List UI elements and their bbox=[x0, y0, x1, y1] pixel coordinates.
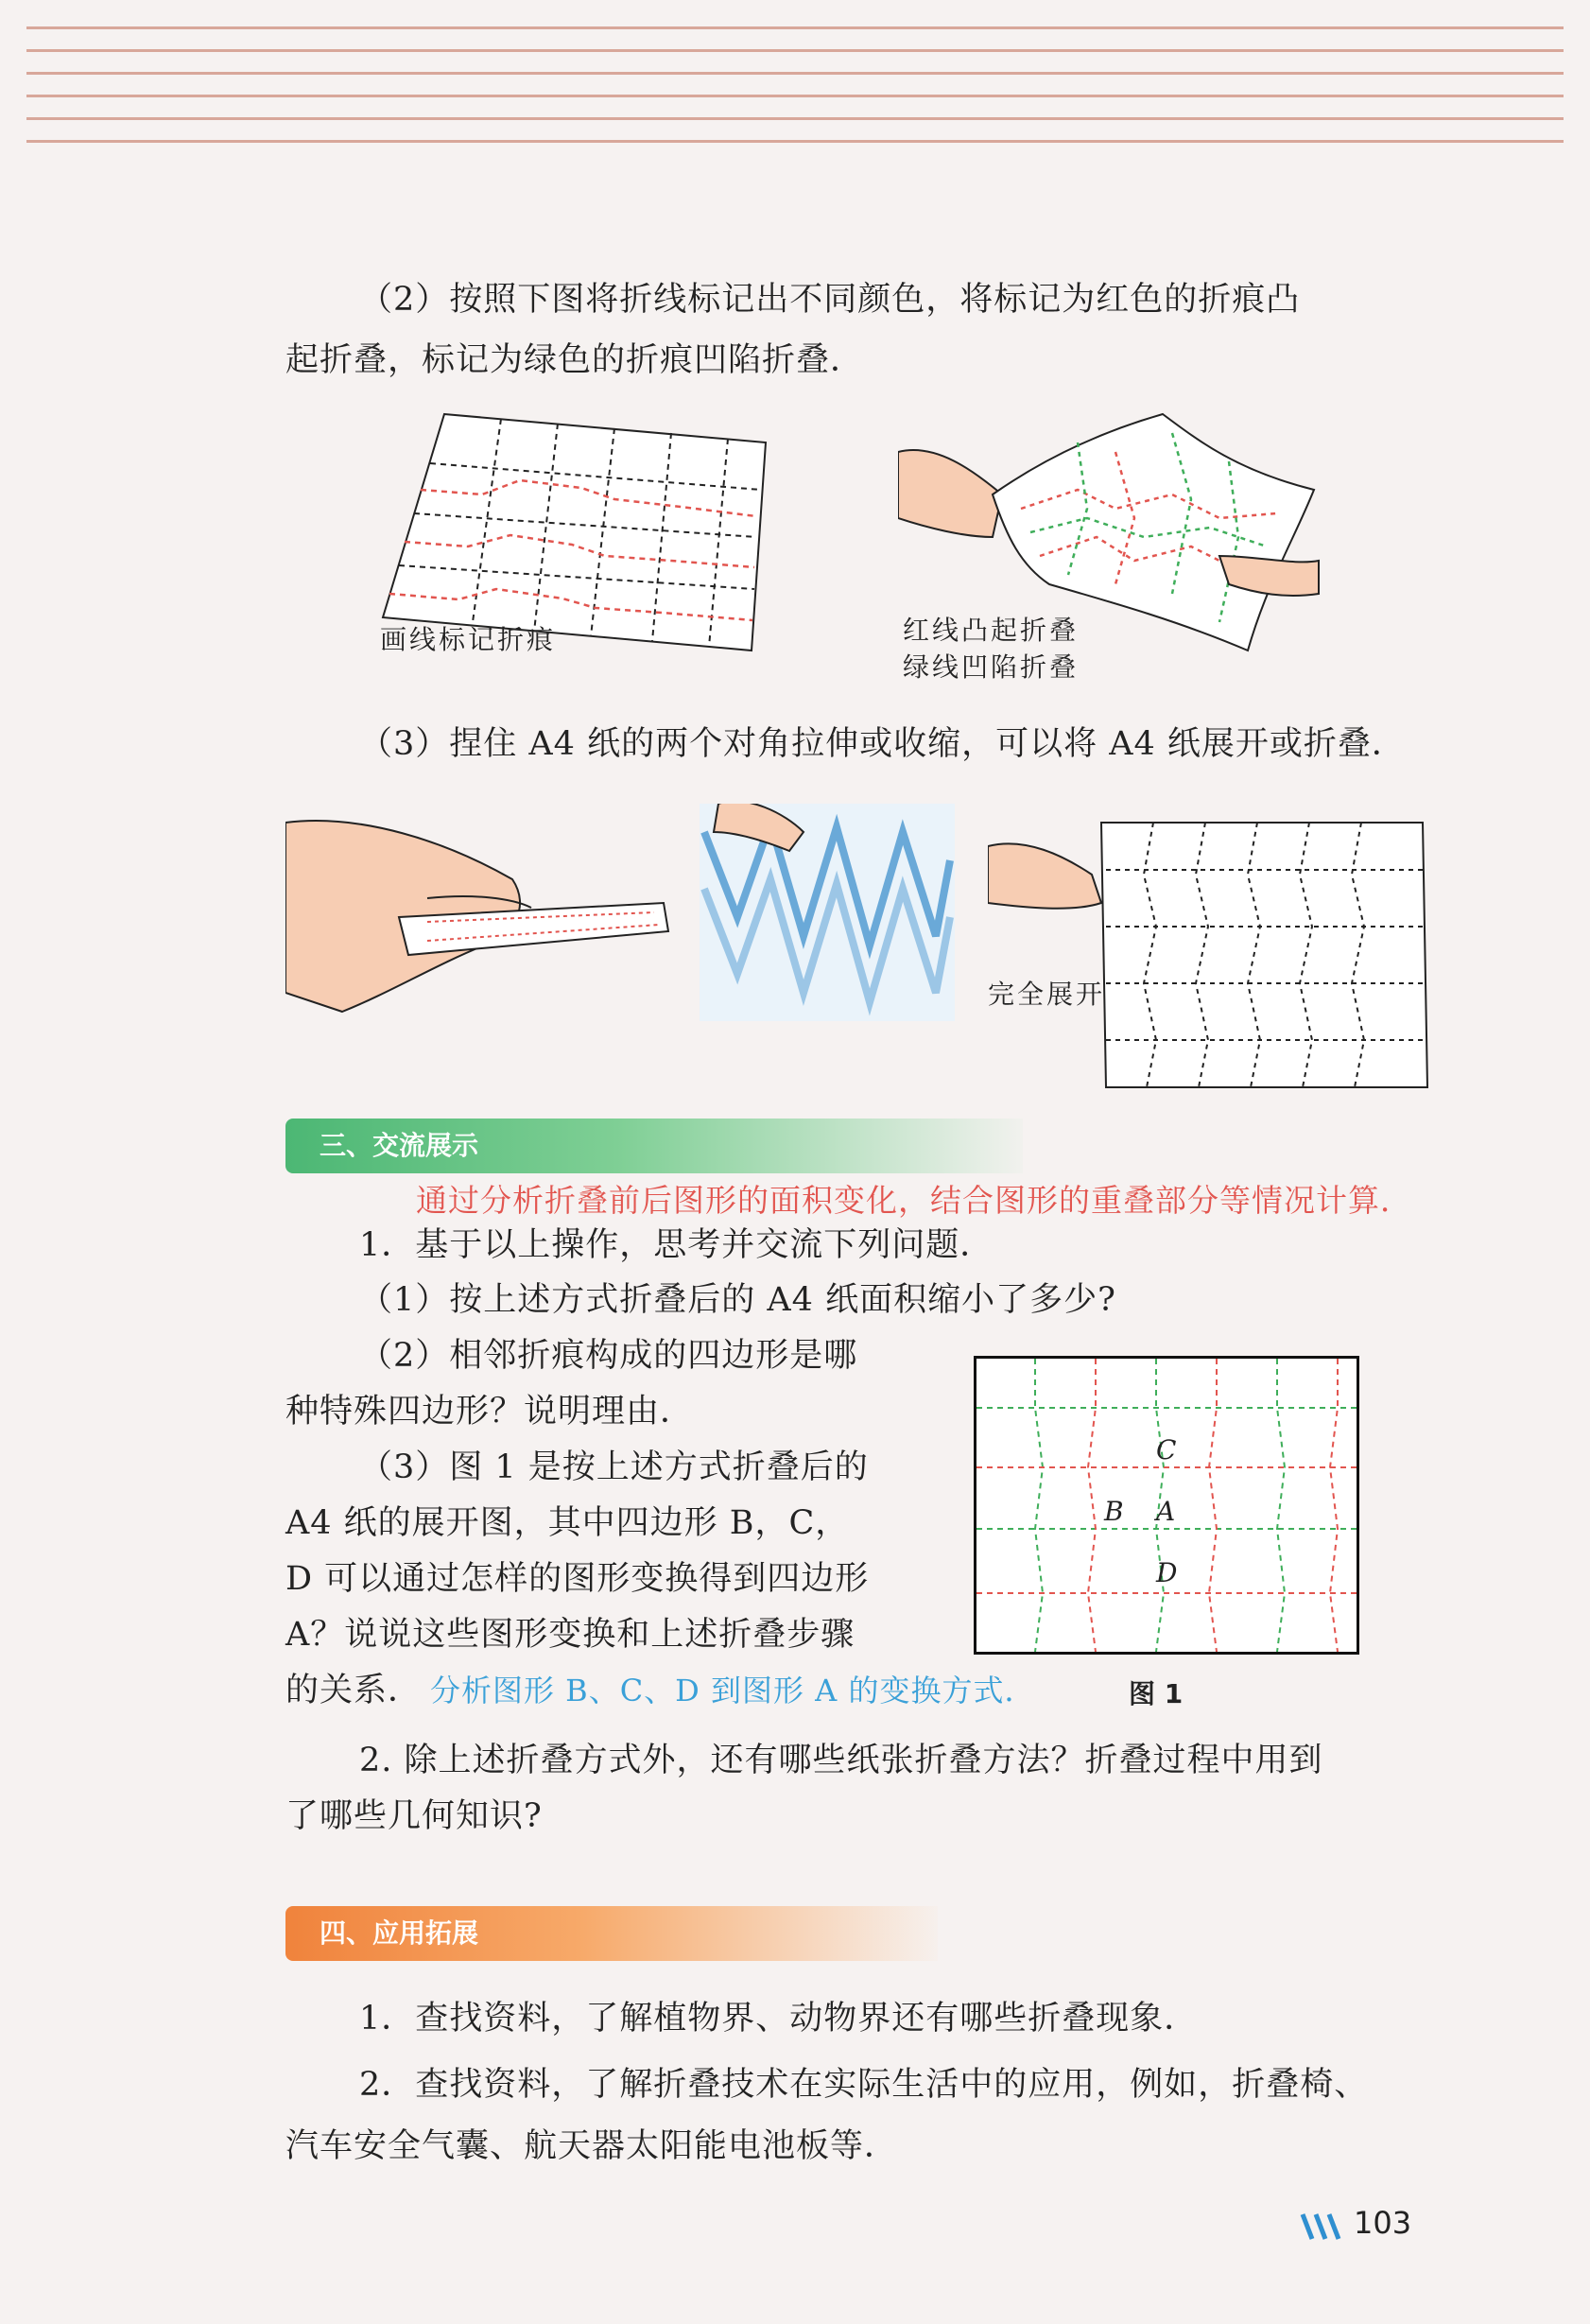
caption-red-convex: 红线凸起折叠 bbox=[903, 615, 1080, 646]
figure1-label-b: B bbox=[1104, 1496, 1124, 1527]
question2a: 2. 除上述折叠方式外，还有哪些纸张折叠方法？折叠过程中用到 bbox=[359, 1742, 1323, 1779]
figure1-caption: 图 1 bbox=[1129, 1678, 1184, 1709]
section3-banner: 三、交流展示 bbox=[285, 1119, 1023, 1173]
question1: 1．基于以上操作，思考并交流下列问题． bbox=[359, 1226, 994, 1264]
section3-hint: 通过分析折叠前后图形的面积变化，结合图形的重叠部分等情况计算． bbox=[416, 1182, 1412, 1219]
caption-green-concave: 绿线凹陷折叠 bbox=[903, 651, 1080, 683]
question2b: 了哪些几何知识? bbox=[285, 1797, 543, 1835]
question1-3a: （3）图 1 是按上述方式折叠后的 bbox=[359, 1448, 869, 1486]
question1-1: （1）按上述方式折叠后的 A4 纸面积缩小了多少? bbox=[359, 1281, 1116, 1319]
unfolded-sheet-figure bbox=[988, 818, 1432, 1092]
question1-3c: D 可以通过怎样的图形变换得到四边形 bbox=[285, 1560, 870, 1598]
zigzag-fold-figure bbox=[700, 804, 955, 1021]
section4-item2b: 汽车安全气囊、航天器太阳能电池板等． bbox=[285, 2127, 899, 2165]
figure1-label-a: A bbox=[1156, 1496, 1176, 1527]
section4-item1: 1．查找资料，了解植物界、动物界还有哪些折叠现象． bbox=[359, 2000, 1199, 2038]
step2-line1: （2）按照下图将折线标记出不同颜色，将标记为红色的折痕凸 bbox=[359, 281, 1301, 319]
header-rules bbox=[26, 26, 1564, 166]
page-number: 103 bbox=[1354, 2205, 1412, 2241]
figure1-label-d: D bbox=[1156, 1557, 1178, 1588]
step2-line2: 起折叠，标记为绿色的折痕凹陷折叠． bbox=[285, 341, 865, 379]
question1-3e: 的关系． bbox=[285, 1672, 423, 1709]
question1-2a: （2）相邻折痕构成的四边形是哪 bbox=[359, 1337, 858, 1375]
section4-banner: 四、应用拓展 bbox=[285, 1906, 938, 1961]
figure1-unfolded-grid bbox=[974, 1356, 1359, 1655]
page-marker-icon bbox=[1300, 2212, 1352, 2241]
question1-2b: 种特殊四边形？说明理由． bbox=[285, 1393, 695, 1431]
question1-3b: A4 纸的展开图，其中四边形 B，C， bbox=[285, 1504, 850, 1542]
question1-3d: A？说说这些图形变换和上述折叠步骤 bbox=[285, 1616, 855, 1654]
caption-fully-unfolded: 完全展开 bbox=[988, 979, 1106, 1010]
section4-item2a: 2．查找资料，了解折叠技术在实际生活中的应用，例如，折叠椅、 bbox=[359, 2066, 1369, 2104]
caption-mark-creases: 画线标记折痕 bbox=[380, 624, 557, 655]
pinch-fold-figure bbox=[285, 804, 683, 1021]
question1-3-hint: 分析图形 B、C、D 到图形 A 的变换方式． bbox=[430, 1673, 1036, 1708]
figure1-label-c: C bbox=[1156, 1434, 1177, 1466]
step3-text: （3）捏住 A4 纸的两个对角拉伸或收缩，可以将 A4 纸展开或折叠． bbox=[359, 725, 1406, 763]
